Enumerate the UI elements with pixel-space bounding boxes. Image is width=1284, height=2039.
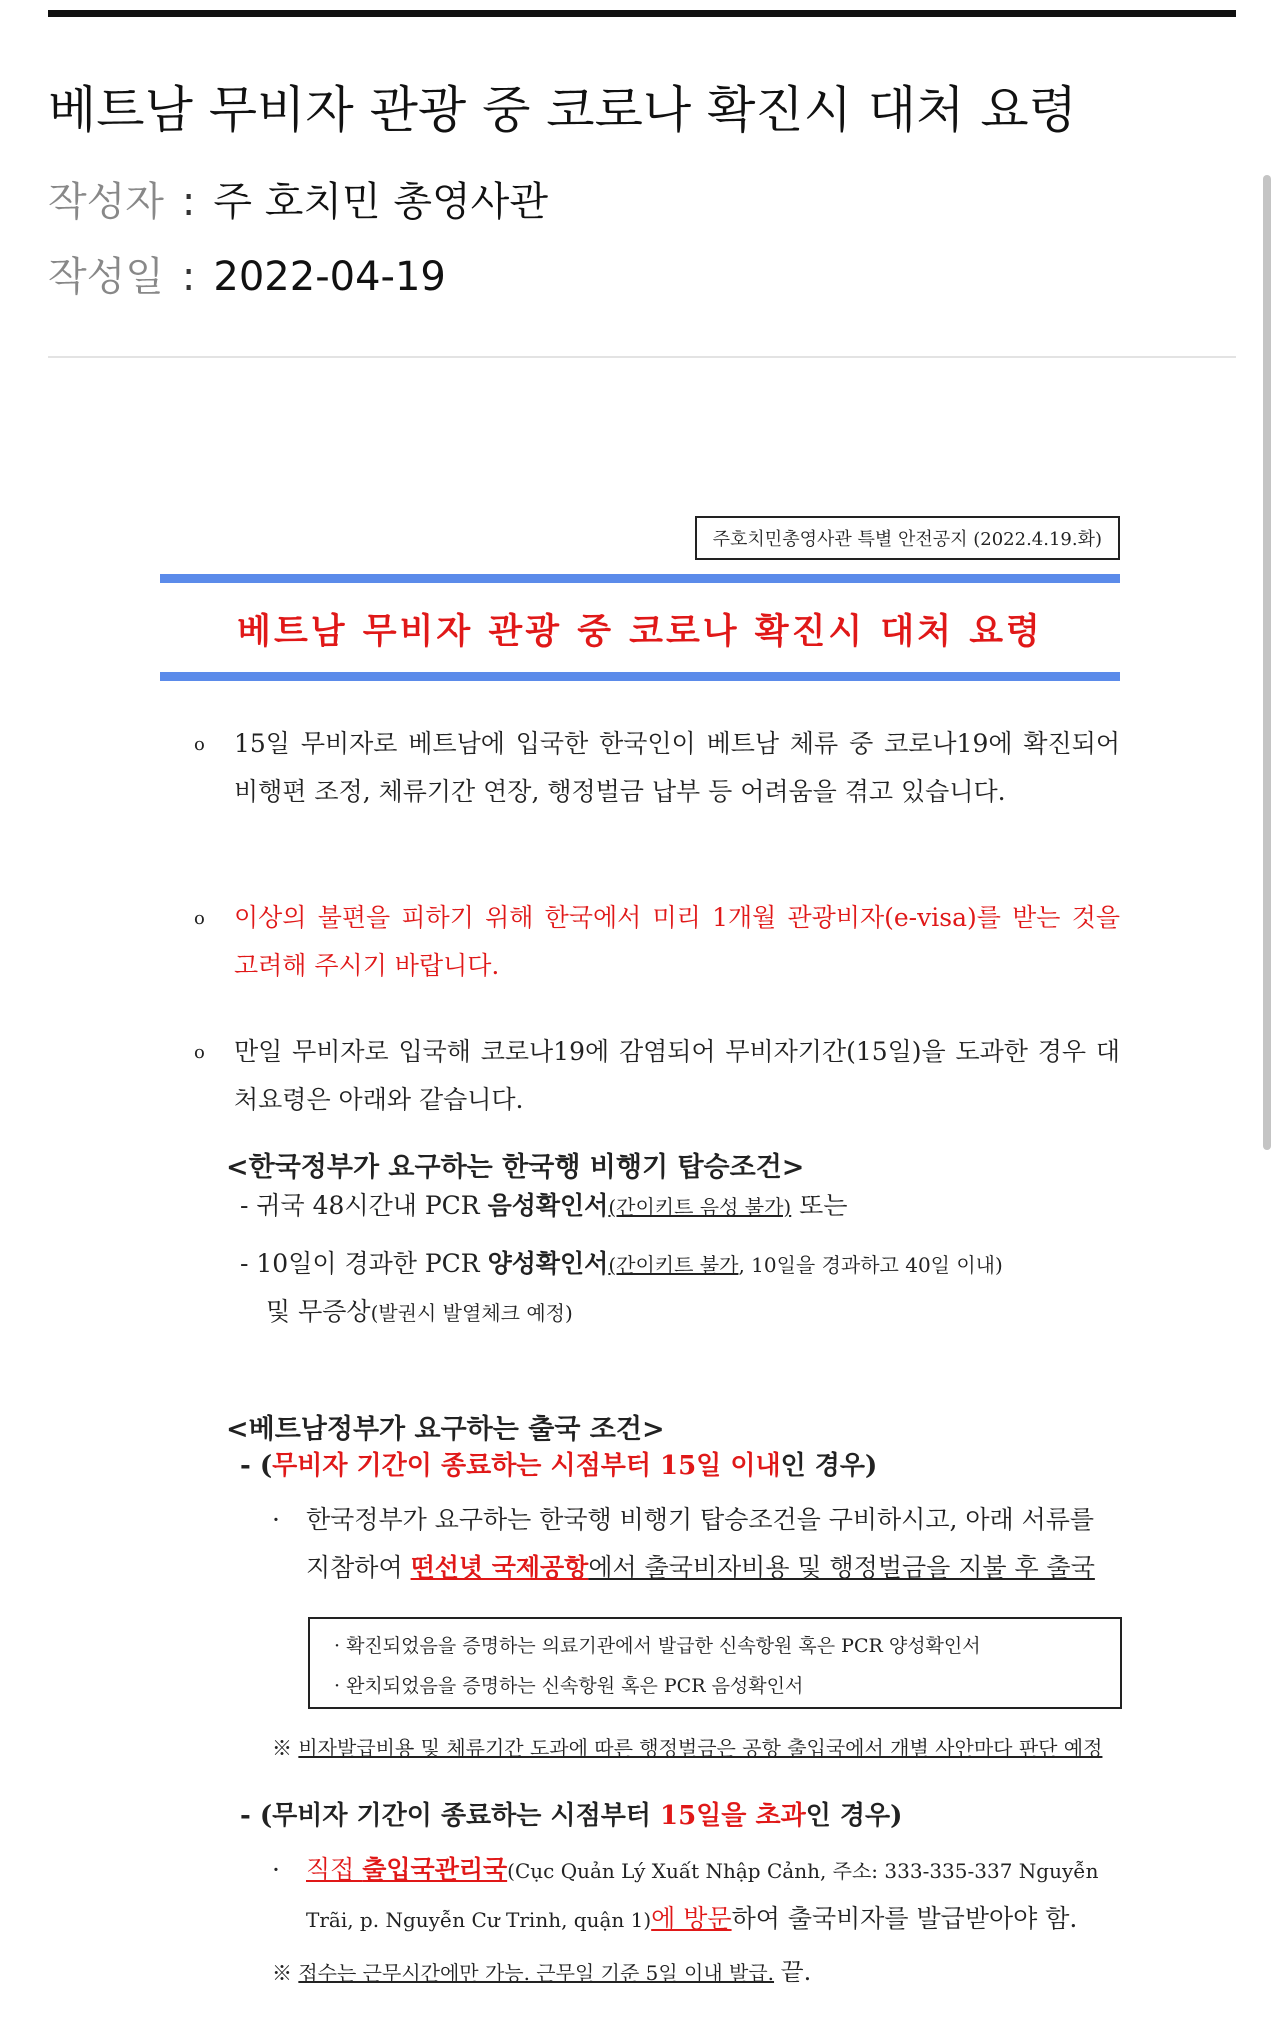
case-2-text-c: (Cục Quản Lý Xuất Nhập Cảnh, 주소: 333-335-337 Nguyễn Trãi, p. Nguyễn Cư Trinh, quận 1)	[306, 1859, 1099, 1932]
korea-condition-2-cont	[266, 1288, 573, 1337]
header-divider	[48, 356, 1236, 358]
korea-condition-2-f: (발권시 발열체크 예정)	[370, 1301, 573, 1325]
korea-condition-1-d: 또는	[791, 1191, 848, 1220]
paragraph-2: 이상의 불편을 피하기 위해 한국에서 미리 1개월 관광비자(e-visa)를 받는 것을 고려해 주시기 바랍니다.	[234, 903, 1120, 980]
page-title: 베트남 무비자 관광 중 코로나 확진시 대처 요령	[48, 81, 1077, 139]
date-separator: :	[181, 254, 196, 300]
bullet-1: o	[194, 734, 205, 755]
date-row	[48, 245, 446, 302]
case-2-a: - (무비자 기간이 종료하는 시점부터	[240, 1801, 660, 1831]
required-documents-box	[308, 1617, 1122, 1709]
case-1-a: - (	[240, 1451, 273, 1481]
notice-tag: 주호치민총영사관 특별 안전공지 (2022.4.19.화)	[695, 516, 1120, 560]
case-2-b: 15일을 초과	[659, 1801, 806, 1831]
note-2-end: 끝.	[780, 1958, 812, 1986]
korea-condition-2-d: , 10일을 경과하고 40일 이내)	[738, 1253, 1003, 1277]
note-2	[272, 1952, 811, 1987]
required-doc-2: · 완치되었음을 증명하는 신속항원 혹은 PCR 음성확인서	[334, 1675, 804, 1697]
note-1-mark: ※	[272, 1736, 292, 1760]
note-1	[272, 1732, 1102, 1761]
notice-document	[160, 510, 1120, 2000]
korea-condition-1-c: (간이키트 음성 불가)	[608, 1195, 792, 1219]
case-2-text-d: 에 방문	[651, 1904, 732, 1933]
case-2-c: 인 경우)	[805, 1801, 903, 1831]
korea-condition-1	[240, 1182, 847, 1231]
case-2-text-b: 출입국관리국	[362, 1855, 508, 1884]
top-border	[48, 10, 1236, 17]
case-2-text-e: 하여 출국비자를 발급받아야 함.	[731, 1904, 1078, 1933]
author-label: 작성자	[48, 179, 164, 225]
title-bar-top	[160, 574, 1120, 583]
korea-condition-2-e: 및 무증상	[266, 1297, 371, 1326]
case-1-text-b: 떤선녓 국제공항	[410, 1553, 589, 1582]
case-2-dot: ·	[272, 1855, 280, 1884]
title-bar-bottom	[160, 672, 1120, 681]
korea-condition-1-b: 음성확인서	[487, 1191, 609, 1220]
section-korea-title: <한국정부가 요구하는 한국행 비행기 탑승조건>	[226, 1152, 805, 1183]
note-2-text: 접수는 근무시간에만 가능. 근무일 기준 5일 이내 발급.	[298, 1961, 775, 1985]
case-2-heading	[240, 1792, 902, 1840]
bullet-2: o	[194, 908, 205, 929]
korea-condition-2-b: 양성확인서	[487, 1249, 609, 1278]
korea-condition-2-a: - 10일이 경과한 PCR	[240, 1249, 488, 1278]
date-value: 2022-04-19	[213, 254, 446, 300]
author-row	[48, 170, 548, 227]
case-1-heading	[240, 1442, 877, 1490]
note-2-mark: ※	[272, 1961, 292, 1985]
paragraph-1: 15일 무비자로 베트남에 입국한 한국인이 베트남 체류 중 코로나19에 확진되어 비행편 조정, 체류기간 연장, 행정벌금 납부 등 어려움을 겪고 있습니다.	[234, 729, 1120, 806]
date-label: 작성일	[48, 254, 164, 300]
case-2-text-a: 직접	[306, 1855, 363, 1884]
case-1-dot: ·	[272, 1505, 280, 1534]
case-1-text-c: 에서 출국비자비용 및 행정벌금을 지불 후 출국	[588, 1553, 1095, 1582]
required-doc-1: · 확진되었음을 증명하는 의료기관에서 발급한 신속항원 혹은 PCR 양성확인서	[334, 1635, 981, 1657]
case-1-text-a: 한국정부가 요구하는 한국행 비행기 탑승조건을 구비하시고, 아래 서류를 지참하여	[306, 1505, 1095, 1582]
korea-condition-2	[240, 1240, 1003, 1289]
author-value: 주 호치민 총영사관	[213, 179, 548, 225]
note-1-text: 비자발급비용 및 체류기간 도과에 따른 행정벌금은 공항 출입국에서 개별 사안마다 판단 예정	[298, 1736, 1103, 1760]
section-vietnam-title: <베트남정부가 요구하는 출국 조건>	[226, 1414, 665, 1445]
korea-condition-2-c: (간이키트 불가	[608, 1253, 739, 1277]
korea-condition-1-a: - 귀국 48시간내 PCR	[240, 1191, 488, 1220]
case-2-text	[306, 1846, 1118, 1944]
case-1-b: 무비자 기간이 종료하는 시점부터 15일 이내	[272, 1451, 781, 1481]
author-separator: :	[181, 179, 196, 225]
bullet-3: o	[194, 1042, 205, 1063]
case-1-c: 인 경우)	[780, 1451, 878, 1481]
scrollbar[interactable]	[1263, 175, 1271, 1150]
document-title: 베트남 무비자 관광 중 코로나 확진시 대처 요령	[237, 612, 1043, 652]
case-1-text	[306, 1496, 1118, 1592]
paragraph-3: 만일 무비자로 입국해 코로나19에 감염되어 무비자기간(15일)을 도과한 경우 대처요령은 아래와 같습니다.	[234, 1037, 1120, 1114]
